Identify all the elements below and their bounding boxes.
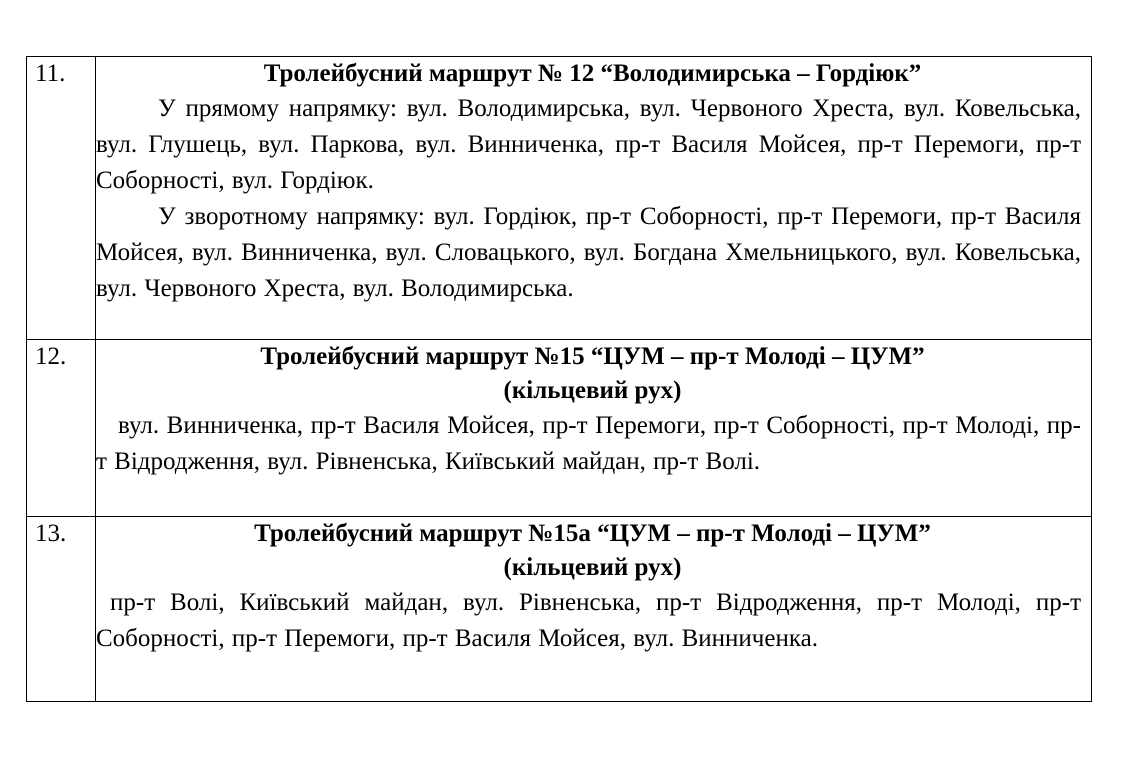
route-content [96,57,1092,340]
route-number: 13. [27,517,96,702]
route-title: Тролейбусний маршрут № 12 “Володимирська – Гордіюк” [263,60,922,87]
route-row [27,517,1092,702]
route-title: Тролейбусний маршрут №15 “ЦУМ – пр-т Молоді – ЦУМ” [260,343,925,370]
route-forward-direction: У прямому напрямку: вул. Володимирська, вул. Червоного Хреста, вул. Ковельська, вул. Глушець, вул. Паркова, вул. Винниченка, пр-т Василя Мойсея, пр-т Перемоги, пр-т Соборності, вул. Гордіюк. [96,95,1081,194]
route-content [96,517,1092,702]
route-row [27,57,1092,340]
route-number: 12. [27,340,96,517]
route-subtitle: (кільцевий рух) [503,554,682,581]
route-reverse-direction: У зворотному напрямку: вул. Гордіюк, пр-т Соборності, пр-т Перемоги, пр-т Василя Мойсея, вул. Винниченка, вул. Словацького, вул. Богдана Хмельницького, вул. Ковельська, вул. Червоного Хреста, вул. Володимирська. [96,203,1081,302]
route-description: пр-т Волі, Київський майдан, вул. Рівненська, пр-т Відродження, пр-т Молоді, пр-т Соборності, пр-т Перемоги, пр-т Василя Мойсея, вул. Винниченка. [96,589,1081,652]
route-title: Тролейбусний маршрут №15а “ЦУМ – пр-т Молоді – ЦУМ” [254,520,931,547]
route-number: 11. [27,57,96,340]
route-content [96,340,1092,517]
route-subtitle: (кільцевий рух) [503,377,682,404]
route-description: вул. Винниченка, пр-т Василя Мойсея, пр-т Перемоги, пр-т Соборності, пр-т Молоді, пр-т Відродження, вул. Рівненська, Київський майдан, пр-т Волі. [96,412,1081,475]
routes-table [26,56,1092,702]
route-row [27,340,1092,517]
